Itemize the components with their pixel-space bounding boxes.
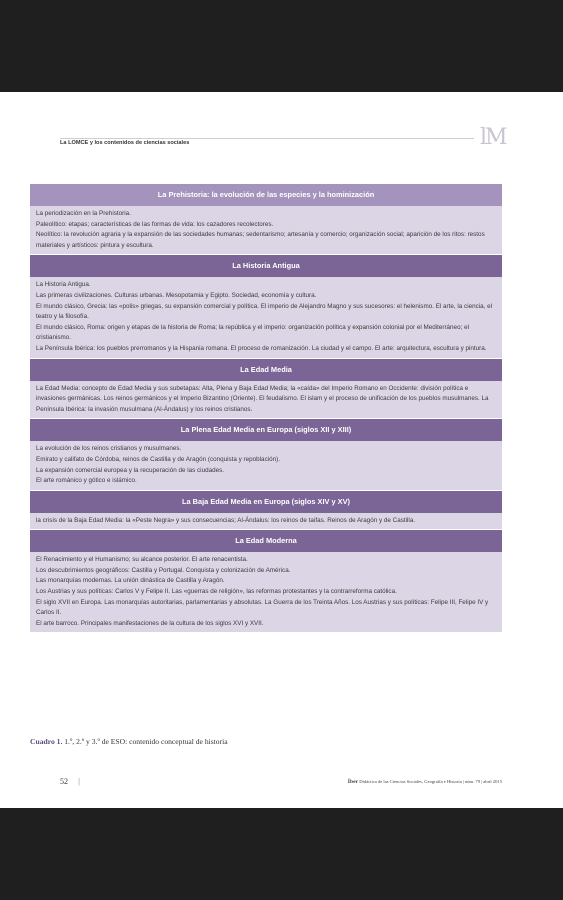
section-line: El arte barroco. Principales manifestaciones de la cultura de los siglos XVI y XVII. xyxy=(36,619,264,627)
section-line: Las monarquías modernas. La unión dinástica de Castilla y Aragón. xyxy=(36,577,225,585)
journal-info: Didáctica de las Ciencias Sociales, Geografía e Historia | núm. 79 | abril 2015 xyxy=(358,779,502,784)
section-line: La Península Ibérica: los pueblos prerromanos y la Hispania romana. El proceso de romanización. La ciudad y el campo. El arte: arquitectura, escultura y pintura. xyxy=(36,344,487,352)
section-baja-edad-media xyxy=(30,491,502,531)
footer-separator: | xyxy=(78,777,81,786)
journal-brand: Íber xyxy=(347,779,359,785)
section-header: La Edad Moderna xyxy=(30,530,502,552)
section-header: La Historia Antigua xyxy=(30,255,502,277)
caption-text: 1.º, 2.º y 3.º de ESO: contenido conceptual de historia xyxy=(62,737,228,746)
section-line: Las primeras civilizaciones. Culturas urbanas. Mesopotamia y Egipto. Sociedad, economía y cultura. xyxy=(36,291,317,299)
section-line: El Renacimiento y el Humanismo; su alcance posterior. El arte renacentista. xyxy=(36,556,248,564)
section-line: La evolución de los reinos cristianos y musulmanes. xyxy=(36,445,182,453)
section-body xyxy=(30,513,502,531)
section-line: El siglo XVII en Europa. Las monarquías autoritarias, parlamentarias y absolutas. La Guerra de los Treinta Años. Los Austrias y sus políticas: Felipe III, Felipe IV y Carlos II. xyxy=(36,598,489,617)
document-page xyxy=(0,92,563,808)
section-edad-moderna xyxy=(30,530,502,633)
section-line: La Edad Media: concepto de Edad Media y sus subetapas: Alta, Plena y Baja Edad Media; la «caída» del Imperio Romano en Occidente: división política e invasiones germánicas. Los reinos germánicos y el Imperio Bizantino (Oriente). El feudalismo. El islam y el proceso de unificación de los pueblos musulmanes. La Península Ibérica: la invasión musulmana (Al-Ándalus) y los reinos cristianos. xyxy=(36,384,489,413)
content-table xyxy=(30,184,502,633)
section-header: La Prehistoria: la evolución de las especies y la hominización xyxy=(30,184,502,206)
section-line: Los Austrias y sus políticas: Carlos V y Felipe II. Las «guerras de religión», las reformas protestantes y la contrarreforma católica. xyxy=(36,588,397,596)
section-line: La Historia Antigua. xyxy=(36,281,91,289)
page-number: 52 xyxy=(60,777,68,786)
header-rule xyxy=(60,138,474,139)
section-body xyxy=(30,381,502,420)
section-line: La periodización en la Prehistoria. xyxy=(36,210,131,217)
section-header: La Baja Edad Media en Europa (siglos XIV y XV) xyxy=(30,491,502,513)
section-body xyxy=(30,441,502,490)
section-line: Neolítico: la revolución agraria y la expansión de las sociedades humanas; sedentarismo; artesanía y comercio; organización social; aparición de los ritos: restos materiales y artísticos: pintura y escultura. xyxy=(36,231,485,249)
section-historia-antigua xyxy=(30,255,502,358)
section-line: El mundo clásico, Grecia: las «polis» griegas, su expansión comercial y política. El imperio de Alejandro Magno y sus sucesores: el helenismo. El arte, la ciencia, el teatro y la filosofía. xyxy=(36,302,493,321)
section-line: El mundo clásico, Roma: origen y etapas de la historia de Roma; la república y el imperio: organización política y expansión colonial por el Mediterráneo; el cristianismo. xyxy=(36,323,469,342)
section-header: La Edad Media xyxy=(30,359,502,381)
section-line: Los descubrimientos geográficos: Castilla y Portugal. Conquista y colonización de América. xyxy=(36,566,291,574)
journal-footer xyxy=(274,779,502,785)
section-line: El arte románico y gótico e islámico. xyxy=(36,477,137,485)
running-title: La LOMCE y los contenidos de ciencias sociales xyxy=(60,140,190,146)
table-caption xyxy=(30,737,228,746)
section-line: la crisis de la Baja Edad Media: la «Peste Negra» y sus consecuencias; Al-Ándalus: los reinos de taifas. Reinos de Aragón y de Castilla. xyxy=(36,516,416,524)
section-header: La Plena Edad Media en Europa (siglos XII y XIII) xyxy=(30,419,502,441)
section-body xyxy=(30,277,502,358)
section-line: La expansión comercial europea y la recuperación de las ciudades. xyxy=(36,466,224,474)
bottom-dark-bar xyxy=(0,808,563,900)
section-line: Paleolítico: etapas; características de las formas de vida: los cazadores recolectores. xyxy=(36,220,274,228)
section-line: Emirato y califato de Córdoba, reinos de Castilla y de Aragón (conquista y repoblación). xyxy=(36,455,280,463)
section-edad-media xyxy=(30,359,502,420)
section-prehistoria xyxy=(30,184,502,255)
section-body xyxy=(30,552,502,633)
top-dark-bar xyxy=(0,0,563,92)
section-plena-edad-media xyxy=(30,419,502,490)
journal-logo: lM xyxy=(480,125,506,150)
caption-label: Cuadro 1. xyxy=(30,737,63,746)
section-body xyxy=(30,206,502,255)
